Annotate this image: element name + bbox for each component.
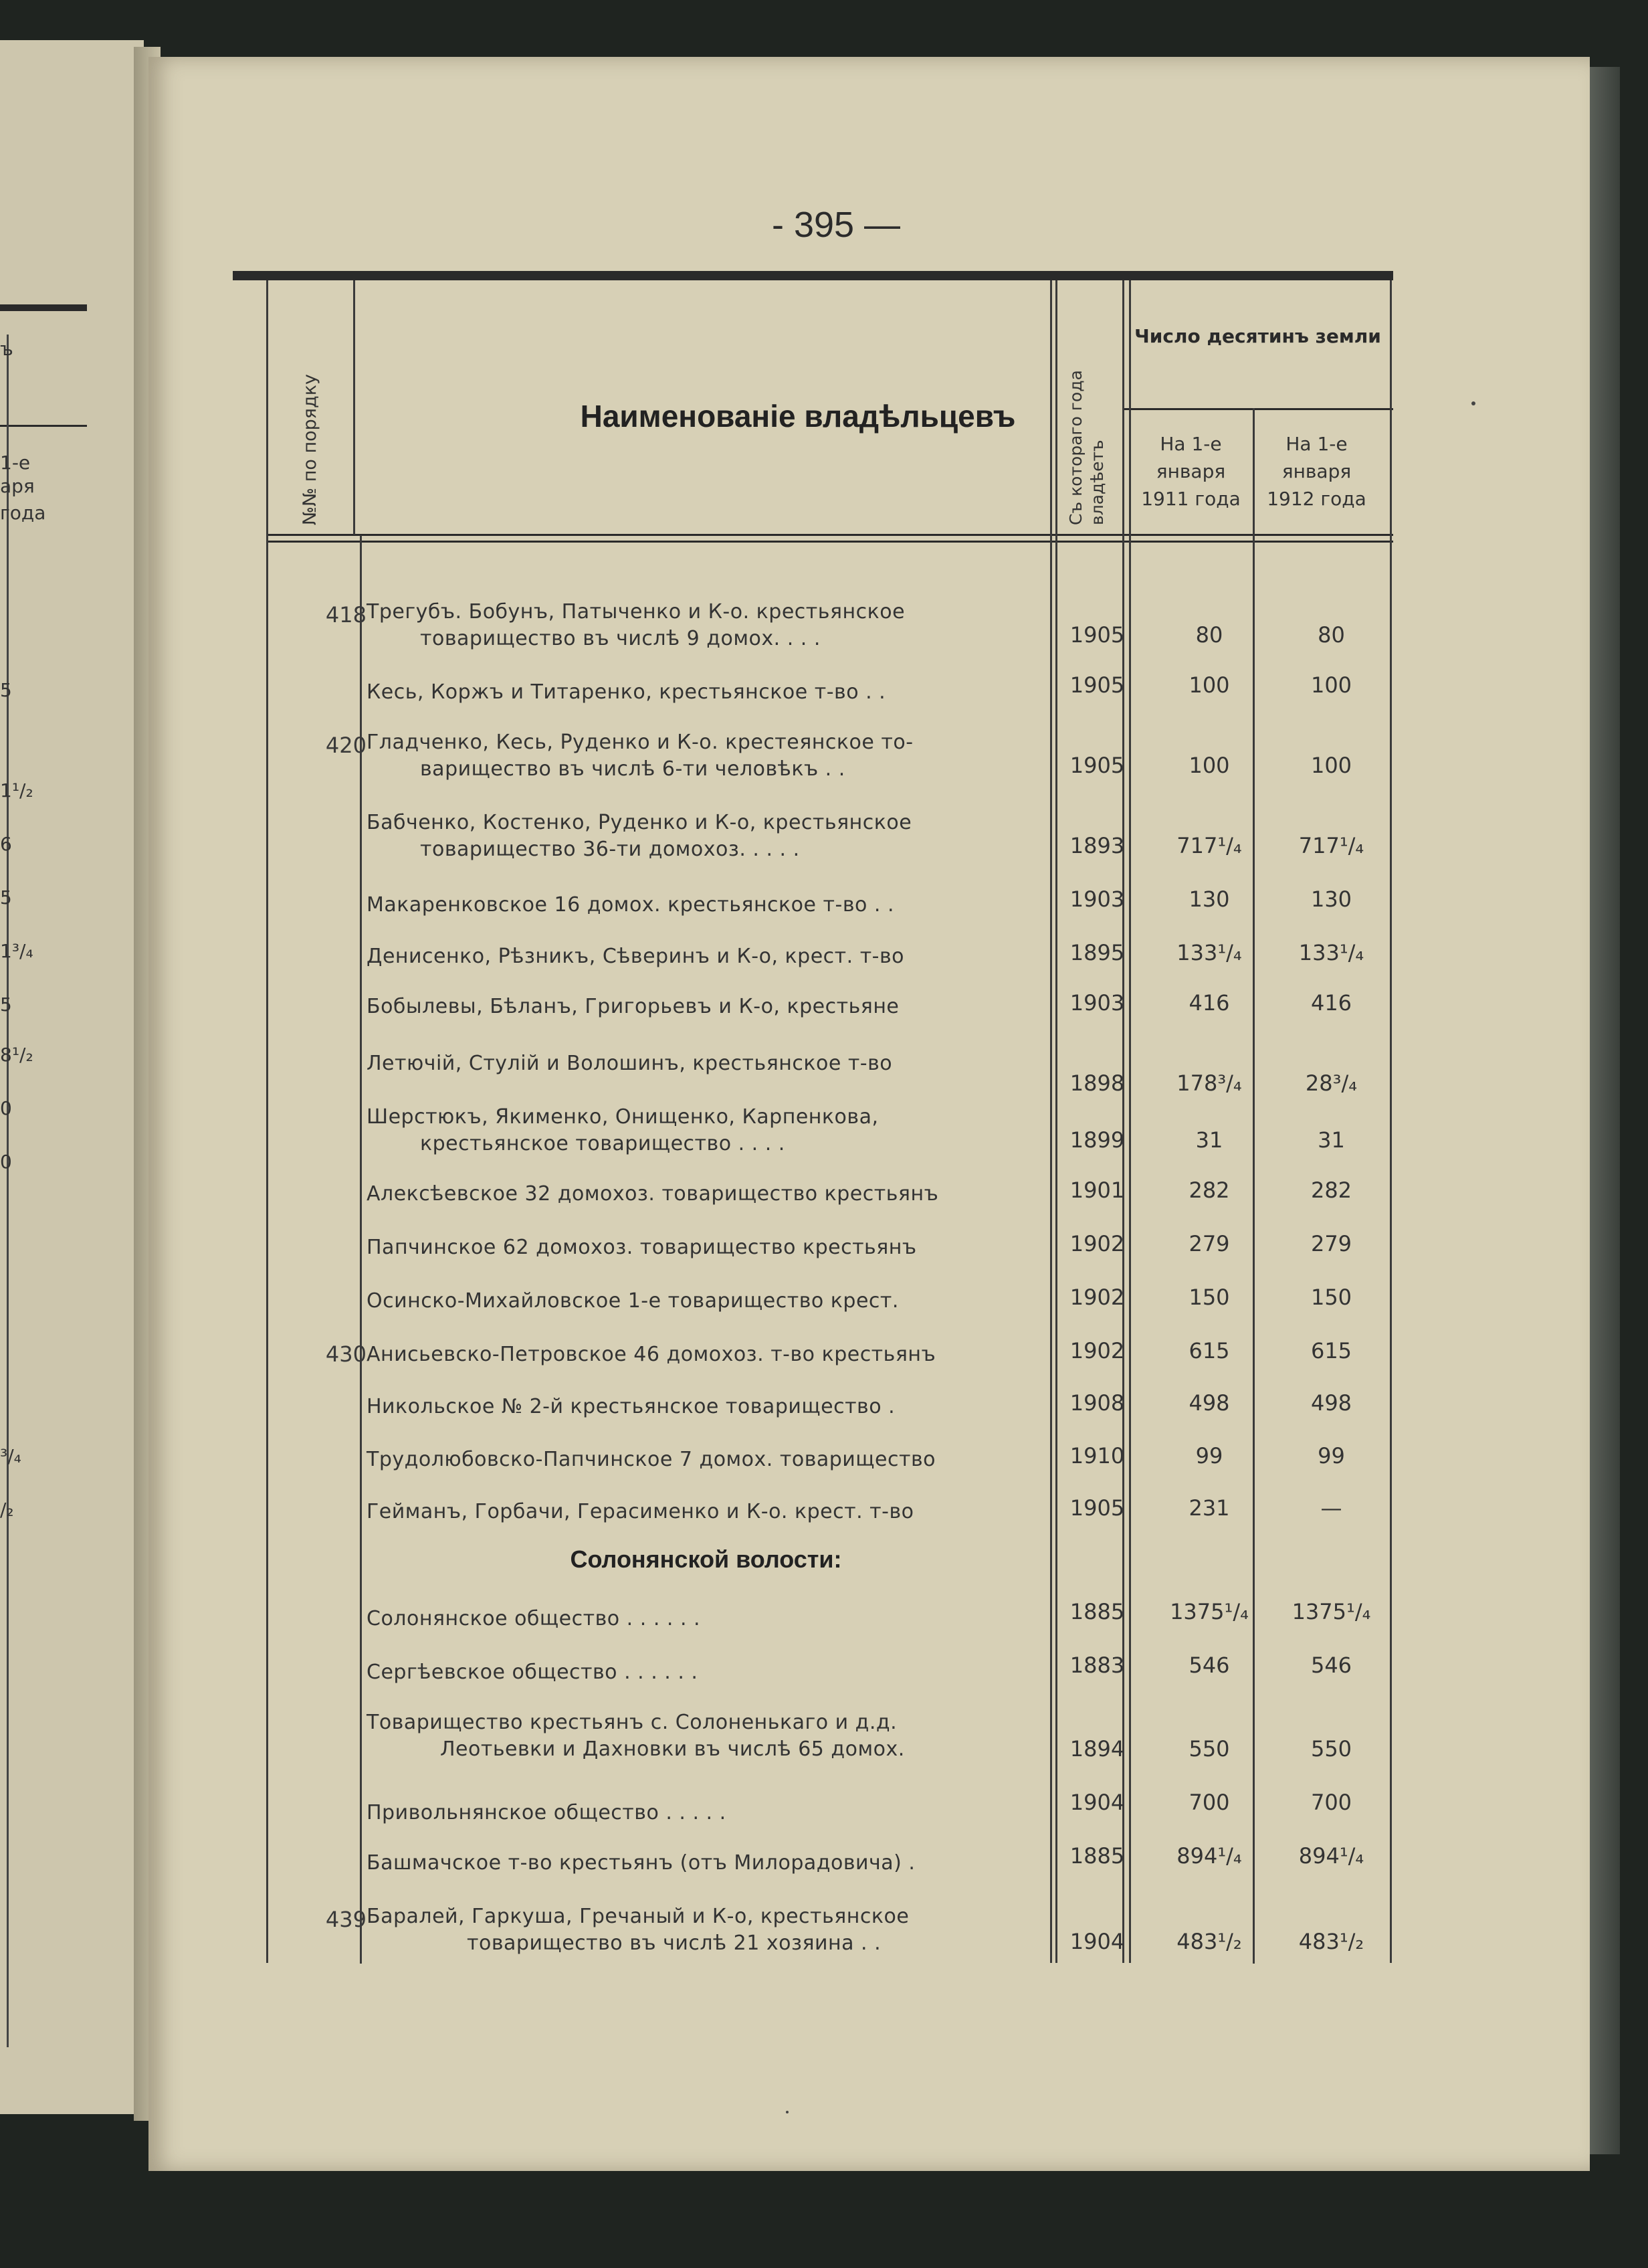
land-1912: 279 xyxy=(1310,1231,1352,1256)
land-1911: 416 xyxy=(1189,990,1230,1016)
left-fragment: 5 xyxy=(0,886,12,909)
owner-name: Солонянское общество . . . . . . xyxy=(367,1607,701,1630)
left-page-fragment xyxy=(0,40,144,2114)
land-1911: 546 xyxy=(1189,1652,1230,1678)
land-1912: 80 xyxy=(1318,622,1345,648)
since-year: 1905 xyxy=(1069,672,1125,698)
land-1911: 231 xyxy=(1189,1495,1230,1521)
land-1911: 700 xyxy=(1189,1790,1230,1815)
page-edge xyxy=(1590,67,1620,2154)
left-fragment: 1³/₄ xyxy=(0,940,33,962)
owner-name: Баралей, Гаркуша, Гречаный и К-о, крестьянское товарищество въ числѣ 21 хозяина . . xyxy=(367,1905,910,1955)
land-1912: 498 xyxy=(1310,1390,1352,1416)
owner-name: Сергѣевское общество . . . . . . xyxy=(367,1661,698,1684)
land-1911: 615 xyxy=(1189,1338,1230,1363)
since-year: 1894 xyxy=(1069,1736,1125,1762)
column-line xyxy=(353,280,355,535)
land-1912: 100 xyxy=(1310,753,1352,778)
land-1911: 80 xyxy=(1195,622,1223,648)
header-bottom-rule xyxy=(266,541,1393,543)
owner-name: Алексѣевское 32 домохоз. товарищество крестьянъ xyxy=(367,1182,939,1206)
owner-name: Анисьевско-Петровское 46 домохоз. т-во крестьянъ xyxy=(367,1343,936,1366)
left-fragment: 1-е xyxy=(0,452,31,474)
left-page-column-line xyxy=(7,335,9,2047)
owner-name: Трегубъ. Бобунъ, Патыченко и К-о. крестьянское товарищество въ числѣ 9 домох. . . . xyxy=(367,600,906,650)
land-1912: 717¹/₄ xyxy=(1298,833,1364,858)
owners-table xyxy=(233,271,1393,1977)
owner-name: Шерстюкъ, Якименко, Онищенко, Карпенкова, крестьянское товарищество . . . . xyxy=(367,1105,879,1155)
since-year: 1895 xyxy=(1069,940,1125,965)
column-line xyxy=(1050,280,1052,1963)
header-name: Наименованіе владѣльцевъ xyxy=(580,399,1016,434)
desyatin-subheader-rule xyxy=(1122,408,1393,410)
owner-name: Башмачское т-во крестьянъ (отъ Милорадовича) . xyxy=(367,1851,916,1875)
section-title: Солонянской волости: xyxy=(570,1545,842,1573)
header-bottom-rule xyxy=(266,534,1393,536)
owner-name: Никольское № 2-й крестьянское товарищество . xyxy=(367,1395,896,1418)
left-page-rule xyxy=(0,304,87,311)
land-1912: 700 xyxy=(1310,1790,1352,1815)
column-line xyxy=(266,280,268,1963)
page-number: - 395 — xyxy=(771,205,901,245)
left-fragment: ъ xyxy=(0,338,13,360)
owner-name: Гейманъ, Горбачи, Герасименко и К-о. крест. т-во xyxy=(367,1500,914,1523)
left-fragment: 1¹/₂ xyxy=(0,779,33,801)
land-1911: 150 xyxy=(1189,1285,1230,1310)
owner-name: Гладченко, Кесь, Руденко и К-о. крестеянское то- варищество въ числѣ 6-ти человѣкъ . . xyxy=(367,731,914,781)
since-year: 1902 xyxy=(1069,1285,1125,1310)
land-1912: 1375¹/₄ xyxy=(1292,1599,1371,1624)
page-speck xyxy=(786,2111,789,2113)
since-year: 1905 xyxy=(1069,1495,1125,1521)
land-1911: 31 xyxy=(1195,1127,1223,1153)
left-fragment: аря xyxy=(0,475,35,497)
since-year: 1910 xyxy=(1069,1443,1125,1469)
table-top-rule xyxy=(233,271,1393,280)
since-year: 1893 xyxy=(1069,833,1125,858)
land-1912: 282 xyxy=(1310,1177,1352,1203)
land-1912: 31 xyxy=(1318,1127,1345,1153)
land-1911: 133¹/₄ xyxy=(1176,940,1242,965)
land-1912: 550 xyxy=(1310,1736,1352,1762)
land-1912: 150 xyxy=(1310,1285,1352,1310)
since-year: 1905 xyxy=(1069,622,1125,648)
left-fragment: 6 xyxy=(0,833,12,855)
left-fragment: года xyxy=(0,502,46,524)
land-1911: 130 xyxy=(1189,886,1230,912)
owner-name: Кесь, Коржъ и Титаренко, крестьянское т-во . . xyxy=(367,680,886,704)
since-year: 1898 xyxy=(1069,1070,1125,1096)
left-fragment: 0 xyxy=(0,1151,12,1173)
land-1911: 100 xyxy=(1189,672,1230,698)
land-1912: 894¹/₄ xyxy=(1298,1843,1364,1869)
column-line xyxy=(1055,280,1057,1963)
land-1911: 100 xyxy=(1189,753,1230,778)
column-line xyxy=(1390,280,1392,1963)
owner-name: Бобылевы, Бѣланъ, Григорьевъ и К-о, крестьяне xyxy=(367,995,900,1018)
since-year: 1902 xyxy=(1069,1231,1125,1256)
since-year: 1904 xyxy=(1069,1929,1125,1954)
land-1911: 282 xyxy=(1189,1177,1230,1203)
land-1912: 28³/₄ xyxy=(1305,1070,1358,1096)
owner-name: Денисенко, Рѣзникъ, Сѣверинъ и К-о, крест. т-во xyxy=(367,945,905,968)
since-year: 1901 xyxy=(1069,1177,1125,1203)
owner-name: Летючій, Стулій и Волошинъ, крестьянское т-во xyxy=(367,1052,893,1075)
row-number: 430 xyxy=(325,1341,367,1367)
land-1912: — xyxy=(1320,1495,1342,1521)
land-1912: 483¹/₂ xyxy=(1298,1929,1364,1954)
since-year: 1908 xyxy=(1069,1390,1125,1416)
header-jan-1912: На 1-е января 1912 года xyxy=(1267,433,1366,510)
land-1911: 717¹/₄ xyxy=(1176,833,1242,858)
row-number: 439 xyxy=(325,1907,367,1932)
since-year: 1905 xyxy=(1069,753,1125,778)
left-fragment: 5 xyxy=(0,994,12,1016)
land-1912: 546 xyxy=(1310,1652,1352,1678)
left-fragment: ³/₄ xyxy=(0,1445,21,1467)
land-1912: 615 xyxy=(1310,1338,1352,1363)
left-page-rule xyxy=(0,425,87,427)
owner-name: Папчинское 62 домохоз. товарищество крестьянъ xyxy=(367,1236,917,1259)
since-year: 1903 xyxy=(1069,886,1125,912)
since-year: 1902 xyxy=(1069,1338,1125,1363)
column-line xyxy=(1129,280,1131,1963)
land-1912: 99 xyxy=(1318,1443,1345,1469)
owner-name: Бабченко, Костенко, Руденко и К-о, крестьянское товарищество 36-ти домохоз. . . . . xyxy=(367,811,912,861)
header-since-year: Съ котораго года владѣетъ xyxy=(1066,370,1107,525)
land-1911: 483¹/₂ xyxy=(1176,1929,1242,1954)
left-fragment: 5 xyxy=(0,679,12,701)
since-year: 1883 xyxy=(1069,1652,1125,1678)
land-1911: 178³/₄ xyxy=(1176,1070,1242,1096)
since-year: 1904 xyxy=(1069,1790,1125,1815)
land-1911: 550 xyxy=(1189,1736,1230,1762)
land-1911: 498 xyxy=(1189,1390,1230,1416)
owner-name: Макаренковское 16 домох. крестьянское т-во . . xyxy=(367,893,894,917)
land-1912: 133¹/₄ xyxy=(1298,940,1364,965)
since-year: 1899 xyxy=(1069,1127,1125,1153)
row-number: 418 xyxy=(325,602,367,628)
left-fragment: /₂ xyxy=(0,1499,14,1521)
owner-name: Трудолюбовско-Папчинское 7 домох. товарищество xyxy=(367,1448,936,1471)
owner-name: Осинско-Михайловское 1-е товарищество крест. xyxy=(367,1289,899,1313)
owner-name: Привольнянское общество . . . . . xyxy=(367,1801,726,1824)
land-1912: 130 xyxy=(1310,886,1352,912)
left-fragment: 0 xyxy=(0,1097,12,1119)
header-jan-1911: На 1-е января 1911 года xyxy=(1141,433,1241,510)
column-line xyxy=(1122,280,1124,1963)
land-1912: 416 xyxy=(1310,990,1352,1016)
land-1911: 279 xyxy=(1189,1231,1230,1256)
left-fragment: 8¹/₂ xyxy=(0,1044,33,1066)
header-number: №№ по порядку xyxy=(300,373,320,525)
header-desyatin: Число десятинъ земли xyxy=(1134,325,1381,347)
since-year: 1885 xyxy=(1069,1599,1125,1624)
since-year: 1885 xyxy=(1069,1843,1125,1869)
page-speck xyxy=(1471,401,1475,405)
land-1911: 99 xyxy=(1195,1443,1223,1469)
since-year: 1903 xyxy=(1069,990,1125,1016)
land-1911: 1375¹/₄ xyxy=(1170,1599,1249,1624)
row-number: 420 xyxy=(325,733,367,758)
land-1912: 100 xyxy=(1310,672,1352,698)
owner-name: Товарищество крестьянъ с. Солоненькаго и д.д. Леотьевки и Дахновки въ числѣ 65 домох. xyxy=(367,1711,905,1761)
land-1911: 894¹/₄ xyxy=(1176,1843,1242,1869)
